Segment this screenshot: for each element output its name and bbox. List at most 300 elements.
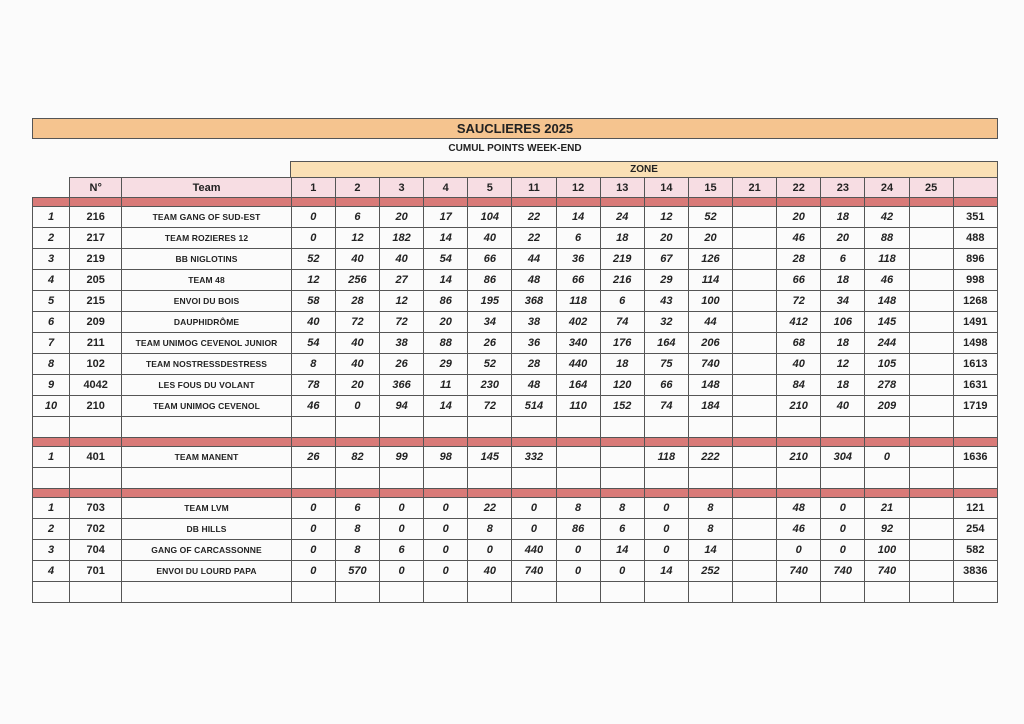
score-cell (733, 207, 777, 228)
score-cell: 20 (644, 228, 688, 249)
separator-cell (122, 489, 292, 498)
team-number-cell: 205 (70, 270, 122, 291)
total-cell: 1268 (953, 291, 997, 312)
score-cell: 514 (512, 396, 556, 417)
score-cell: 0 (424, 519, 468, 540)
score-cell: 18 (600, 354, 644, 375)
separator-cell (733, 198, 777, 207)
separator-cell (556, 489, 600, 498)
score-cell: 29 (424, 354, 468, 375)
separator-cell (122, 438, 292, 447)
score-cell: 32 (644, 312, 688, 333)
score-cell: 184 (688, 396, 732, 417)
team-number-cell: 216 (70, 207, 122, 228)
separator-cell (644, 198, 688, 207)
table-row (33, 207, 998, 228)
score-cell: 46 (291, 396, 335, 417)
separator-cell (33, 489, 70, 498)
separator-cell (70, 198, 122, 207)
score-cell: 176 (600, 333, 644, 354)
score-cell: 8 (468, 519, 512, 540)
total-cell: 1498 (953, 333, 997, 354)
score-cell: 21 (865, 498, 909, 519)
separator-cell (512, 438, 556, 447)
score-cell: 20 (380, 207, 424, 228)
score-cell: 6 (821, 249, 865, 270)
team-name-cell: BB NIGLOTINS (122, 249, 292, 270)
score-cell: 0 (291, 228, 335, 249)
score-cell: 148 (688, 375, 732, 396)
score-cell (600, 447, 644, 468)
score-cell: 52 (468, 354, 512, 375)
score-cell: 66 (468, 249, 512, 270)
zone-col-header: 2 (335, 178, 379, 198)
score-cell: 74 (644, 396, 688, 417)
score-cell: 43 (644, 291, 688, 312)
empty-cell (909, 582, 953, 603)
group-separator (33, 438, 998, 447)
score-cell: 40 (335, 249, 379, 270)
score-cell: 118 (556, 291, 600, 312)
separator-cell (733, 489, 777, 498)
team-name-cell: TEAM ROZIERES 12 (122, 228, 292, 249)
empty-cell (33, 582, 70, 603)
score-cell: 38 (380, 333, 424, 354)
team-name-cell: TEAM NOSTRESSDESTRESS (122, 354, 292, 375)
group-separator (33, 198, 998, 207)
separator-cell (468, 198, 512, 207)
score-cell: 12 (821, 354, 865, 375)
total-cell: 582 (953, 540, 997, 561)
score-cell: 72 (335, 312, 379, 333)
num-header: N° (70, 178, 122, 198)
score-cell: 0 (644, 519, 688, 540)
score-cell: 6 (600, 291, 644, 312)
score-cell: 18 (821, 375, 865, 396)
team-header: Team (122, 178, 292, 198)
separator-cell (70, 489, 122, 498)
rank-cell: 9 (33, 375, 70, 396)
score-cell: 68 (777, 333, 821, 354)
empty-cell (644, 582, 688, 603)
team-name-cell: LES FOUS DU VOLANT (122, 375, 292, 396)
score-cell (909, 312, 953, 333)
score-cell: 12 (380, 291, 424, 312)
separator-cell (424, 489, 468, 498)
rank-cell: 5 (33, 291, 70, 312)
separator-cell (33, 198, 70, 207)
score-cell (909, 396, 953, 417)
separator-cell (600, 198, 644, 207)
separator-cell (335, 198, 379, 207)
score-cell: 206 (688, 333, 732, 354)
score-cell: 164 (556, 375, 600, 396)
score-cell: 740 (865, 561, 909, 582)
separator-cell (688, 489, 732, 498)
score-cell: 412 (777, 312, 821, 333)
score-cell: 195 (468, 291, 512, 312)
separator-cell (335, 489, 379, 498)
score-cell: 46 (777, 519, 821, 540)
separator-cell (600, 438, 644, 447)
score-cell (556, 447, 600, 468)
score-cell: 24 (600, 207, 644, 228)
team-number-cell: 217 (70, 228, 122, 249)
table-row (33, 228, 998, 249)
score-cell: 209 (865, 396, 909, 417)
score-cell: 40 (468, 561, 512, 582)
score-cell: 118 (865, 249, 909, 270)
score-cell: 0 (424, 561, 468, 582)
score-cell: 12 (291, 270, 335, 291)
score-cell (733, 228, 777, 249)
zone-col-header: 25 (909, 178, 953, 198)
score-cell: 26 (291, 447, 335, 468)
score-cell: 0 (335, 396, 379, 417)
total-header (953, 178, 997, 198)
zone-header: ZONE (290, 161, 998, 178)
table-row (33, 498, 998, 519)
separator-cell (600, 489, 644, 498)
empty-cell (600, 468, 644, 489)
team-number-cell: 401 (70, 447, 122, 468)
sheet-subtitle: CUMUL POINTS WEEK-END (448, 143, 582, 154)
score-cell: 28 (777, 249, 821, 270)
score-cell: 88 (865, 228, 909, 249)
sheet-title: SAUCLIERES 2025 (32, 118, 998, 139)
team-name-cell: TEAM LVM (122, 498, 292, 519)
empty-cell (291, 417, 335, 438)
separator-cell (380, 438, 424, 447)
empty-cell (70, 417, 122, 438)
separator-cell (380, 198, 424, 207)
score-cell: 252 (688, 561, 732, 582)
empty-cell (424, 582, 468, 603)
score-cell (909, 375, 953, 396)
team-number-cell: 210 (70, 396, 122, 417)
score-cell: 34 (468, 312, 512, 333)
score-cell: 58 (291, 291, 335, 312)
zone-col-header: 14 (644, 178, 688, 198)
separator-cell (865, 198, 909, 207)
empty-cell (70, 468, 122, 489)
score-cell: 0 (865, 447, 909, 468)
team-name-cell: TEAM UNIMOG CEVENOL (122, 396, 292, 417)
team-number-cell: 702 (70, 519, 122, 540)
score-cell: 28 (512, 354, 556, 375)
score-cell: 105 (865, 354, 909, 375)
zone-col-header: 5 (468, 178, 512, 198)
empty-cell (380, 468, 424, 489)
score-cell: 18 (821, 333, 865, 354)
table-row (33, 354, 998, 375)
rank-cell: 6 (33, 312, 70, 333)
score-cell (733, 540, 777, 561)
separator-cell (122, 198, 292, 207)
team-number-cell: 703 (70, 498, 122, 519)
zone-col-header: 21 (733, 178, 777, 198)
score-cell (909, 270, 953, 291)
score-cell: 6 (335, 498, 379, 519)
rank-cell: 2 (33, 519, 70, 540)
score-cell: 66 (556, 270, 600, 291)
score-cell: 12 (335, 228, 379, 249)
score-cell: 0 (821, 519, 865, 540)
empty-cell (291, 582, 335, 603)
total-cell: 488 (953, 228, 997, 249)
score-cell: 18 (600, 228, 644, 249)
score-cell (733, 354, 777, 375)
score-cell: 22 (512, 228, 556, 249)
separator-cell (688, 198, 732, 207)
separator-cell (909, 489, 953, 498)
score-cell: 36 (556, 249, 600, 270)
table-row (33, 312, 998, 333)
score-cell: 0 (821, 540, 865, 561)
score-cell (909, 249, 953, 270)
empty-cell (424, 468, 468, 489)
empty-cell (865, 417, 909, 438)
score-cell: 570 (335, 561, 379, 582)
separator-cell (424, 438, 468, 447)
score-cell: 0 (380, 519, 424, 540)
score-cell: 216 (600, 270, 644, 291)
empty-row (33, 582, 998, 603)
score-cell: 26 (380, 354, 424, 375)
score-cell: 40 (335, 354, 379, 375)
empty-cell (291, 468, 335, 489)
empty-cell (821, 468, 865, 489)
score-cell: 86 (424, 291, 468, 312)
team-name-cell: TEAM UNIMOG CEVENOL JUNIOR (122, 333, 292, 354)
score-cell: 148 (865, 291, 909, 312)
separator-cell (777, 489, 821, 498)
empty-cell (909, 417, 953, 438)
empty-cell (777, 468, 821, 489)
score-cell: 8 (291, 354, 335, 375)
empty-cell (33, 417, 70, 438)
score-cell: 18 (821, 207, 865, 228)
rank-cell: 3 (33, 540, 70, 561)
table-row (33, 270, 998, 291)
score-cell: 164 (644, 333, 688, 354)
table-row (33, 561, 998, 582)
total-cell: 351 (953, 207, 997, 228)
score-cell: 440 (512, 540, 556, 561)
score-cell: 66 (777, 270, 821, 291)
empty-cell (600, 582, 644, 603)
score-cell: 20 (821, 228, 865, 249)
empty-cell (380, 582, 424, 603)
score-cell: 0 (424, 540, 468, 561)
separator-cell (821, 489, 865, 498)
total-cell: 121 (953, 498, 997, 519)
score-cell: 0 (291, 519, 335, 540)
separator-cell (865, 438, 909, 447)
score-cell: 26 (468, 333, 512, 354)
score-cell: 8 (688, 498, 732, 519)
score-cell: 27 (380, 270, 424, 291)
empty-cell (688, 417, 732, 438)
score-cell: 210 (777, 447, 821, 468)
separator-cell (688, 438, 732, 447)
score-cell: 219 (600, 249, 644, 270)
score-cell: 20 (777, 207, 821, 228)
score-cell: 740 (688, 354, 732, 375)
rank-header (33, 178, 70, 198)
score-cell (909, 498, 953, 519)
score-cell (909, 291, 953, 312)
score-cell: 72 (380, 312, 424, 333)
total-cell: 1491 (953, 312, 997, 333)
zone-col-header: 3 (380, 178, 424, 198)
team-name-cell: TEAM 48 (122, 270, 292, 291)
zone-col-header: 24 (865, 178, 909, 198)
score-cell: 104 (468, 207, 512, 228)
score-cell: 740 (821, 561, 865, 582)
score-cell: 82 (335, 447, 379, 468)
team-number-cell: 704 (70, 540, 122, 561)
total-cell: 3836 (953, 561, 997, 582)
team-number-cell: 102 (70, 354, 122, 375)
total-cell: 896 (953, 249, 997, 270)
score-cell: 28 (335, 291, 379, 312)
table-row (33, 291, 998, 312)
score-cell: 14 (424, 228, 468, 249)
score-cell: 38 (512, 312, 556, 333)
empty-cell (335, 468, 379, 489)
empty-cell (70, 582, 122, 603)
score-cell: 66 (644, 375, 688, 396)
empty-cell (556, 417, 600, 438)
score-cell: 72 (777, 291, 821, 312)
empty-cell (380, 417, 424, 438)
score-cell (733, 375, 777, 396)
empty-cell (512, 417, 556, 438)
empty-cell (556, 468, 600, 489)
score-cell: 6 (380, 540, 424, 561)
score-cell: 8 (335, 519, 379, 540)
score-cell (733, 270, 777, 291)
score-cell: 94 (380, 396, 424, 417)
rank-cell: 10 (33, 396, 70, 417)
total-cell: 998 (953, 270, 997, 291)
table-row (33, 375, 998, 396)
empty-cell (468, 582, 512, 603)
total-cell: 1613 (953, 354, 997, 375)
empty-cell (122, 582, 292, 603)
score-cell: 100 (688, 291, 732, 312)
separator-cell (468, 438, 512, 447)
score-cell: 36 (512, 333, 556, 354)
zone-col-header: 4 (424, 178, 468, 198)
score-cell: 440 (556, 354, 600, 375)
score-cell: 0 (821, 498, 865, 519)
score-cell: 106 (821, 312, 865, 333)
empty-cell (733, 582, 777, 603)
score-cell (733, 249, 777, 270)
score-cell (909, 333, 953, 354)
score-cell: 40 (335, 333, 379, 354)
score-cell: 332 (512, 447, 556, 468)
score-cell: 0 (291, 207, 335, 228)
team-name-cell: TEAM GANG OF SUD-EST (122, 207, 292, 228)
score-cell: 0 (424, 498, 468, 519)
separator-cell (380, 489, 424, 498)
score-cell (733, 498, 777, 519)
score-cell: 0 (556, 540, 600, 561)
empty-cell (122, 468, 292, 489)
score-cell: 52 (291, 249, 335, 270)
score-cell: 8 (556, 498, 600, 519)
score-cell (909, 228, 953, 249)
separator-cell (644, 438, 688, 447)
score-cell: 368 (512, 291, 556, 312)
score-cell: 20 (335, 375, 379, 396)
score-cell: 14 (688, 540, 732, 561)
score-cell: 17 (424, 207, 468, 228)
score-cell: 11 (424, 375, 468, 396)
team-number-cell: 215 (70, 291, 122, 312)
score-cell: 14 (424, 270, 468, 291)
team-number-cell: 701 (70, 561, 122, 582)
score-cell (909, 447, 953, 468)
score-cell: 126 (688, 249, 732, 270)
separator-cell (468, 489, 512, 498)
score-cell: 98 (424, 447, 468, 468)
score-cell (733, 396, 777, 417)
total-cell: 254 (953, 519, 997, 540)
score-cell: 88 (424, 333, 468, 354)
table-row (33, 333, 998, 354)
empty-cell (733, 417, 777, 438)
score-cell: 54 (291, 333, 335, 354)
score-cell: 0 (380, 498, 424, 519)
separator-cell (953, 198, 997, 207)
table-row (33, 249, 998, 270)
group-separator (33, 489, 998, 498)
score-cell: 48 (512, 270, 556, 291)
score-cell: 6 (335, 207, 379, 228)
score-cell (733, 519, 777, 540)
score-cell: 100 (865, 540, 909, 561)
score-cell (909, 540, 953, 561)
empty-cell (600, 417, 644, 438)
empty-row (33, 468, 998, 489)
separator-cell (953, 438, 997, 447)
score-cell: 118 (644, 447, 688, 468)
score-cell: 402 (556, 312, 600, 333)
zone-col-header: 12 (556, 178, 600, 198)
score-cell: 0 (556, 561, 600, 582)
score-cell: 0 (644, 540, 688, 561)
score-cell: 278 (865, 375, 909, 396)
score-cell: 0 (600, 561, 644, 582)
empty-cell (644, 417, 688, 438)
team-name-cell: TEAM MANENT (122, 447, 292, 468)
score-cell: 67 (644, 249, 688, 270)
score-cell: 0 (380, 561, 424, 582)
score-cell: 0 (512, 519, 556, 540)
team-number-cell: 219 (70, 249, 122, 270)
empty-cell (512, 582, 556, 603)
separator-cell (512, 198, 556, 207)
score-cell: 8 (688, 519, 732, 540)
score-cell: 42 (865, 207, 909, 228)
score-cell: 78 (291, 375, 335, 396)
score-cell: 0 (468, 540, 512, 561)
score-cell: 29 (644, 270, 688, 291)
